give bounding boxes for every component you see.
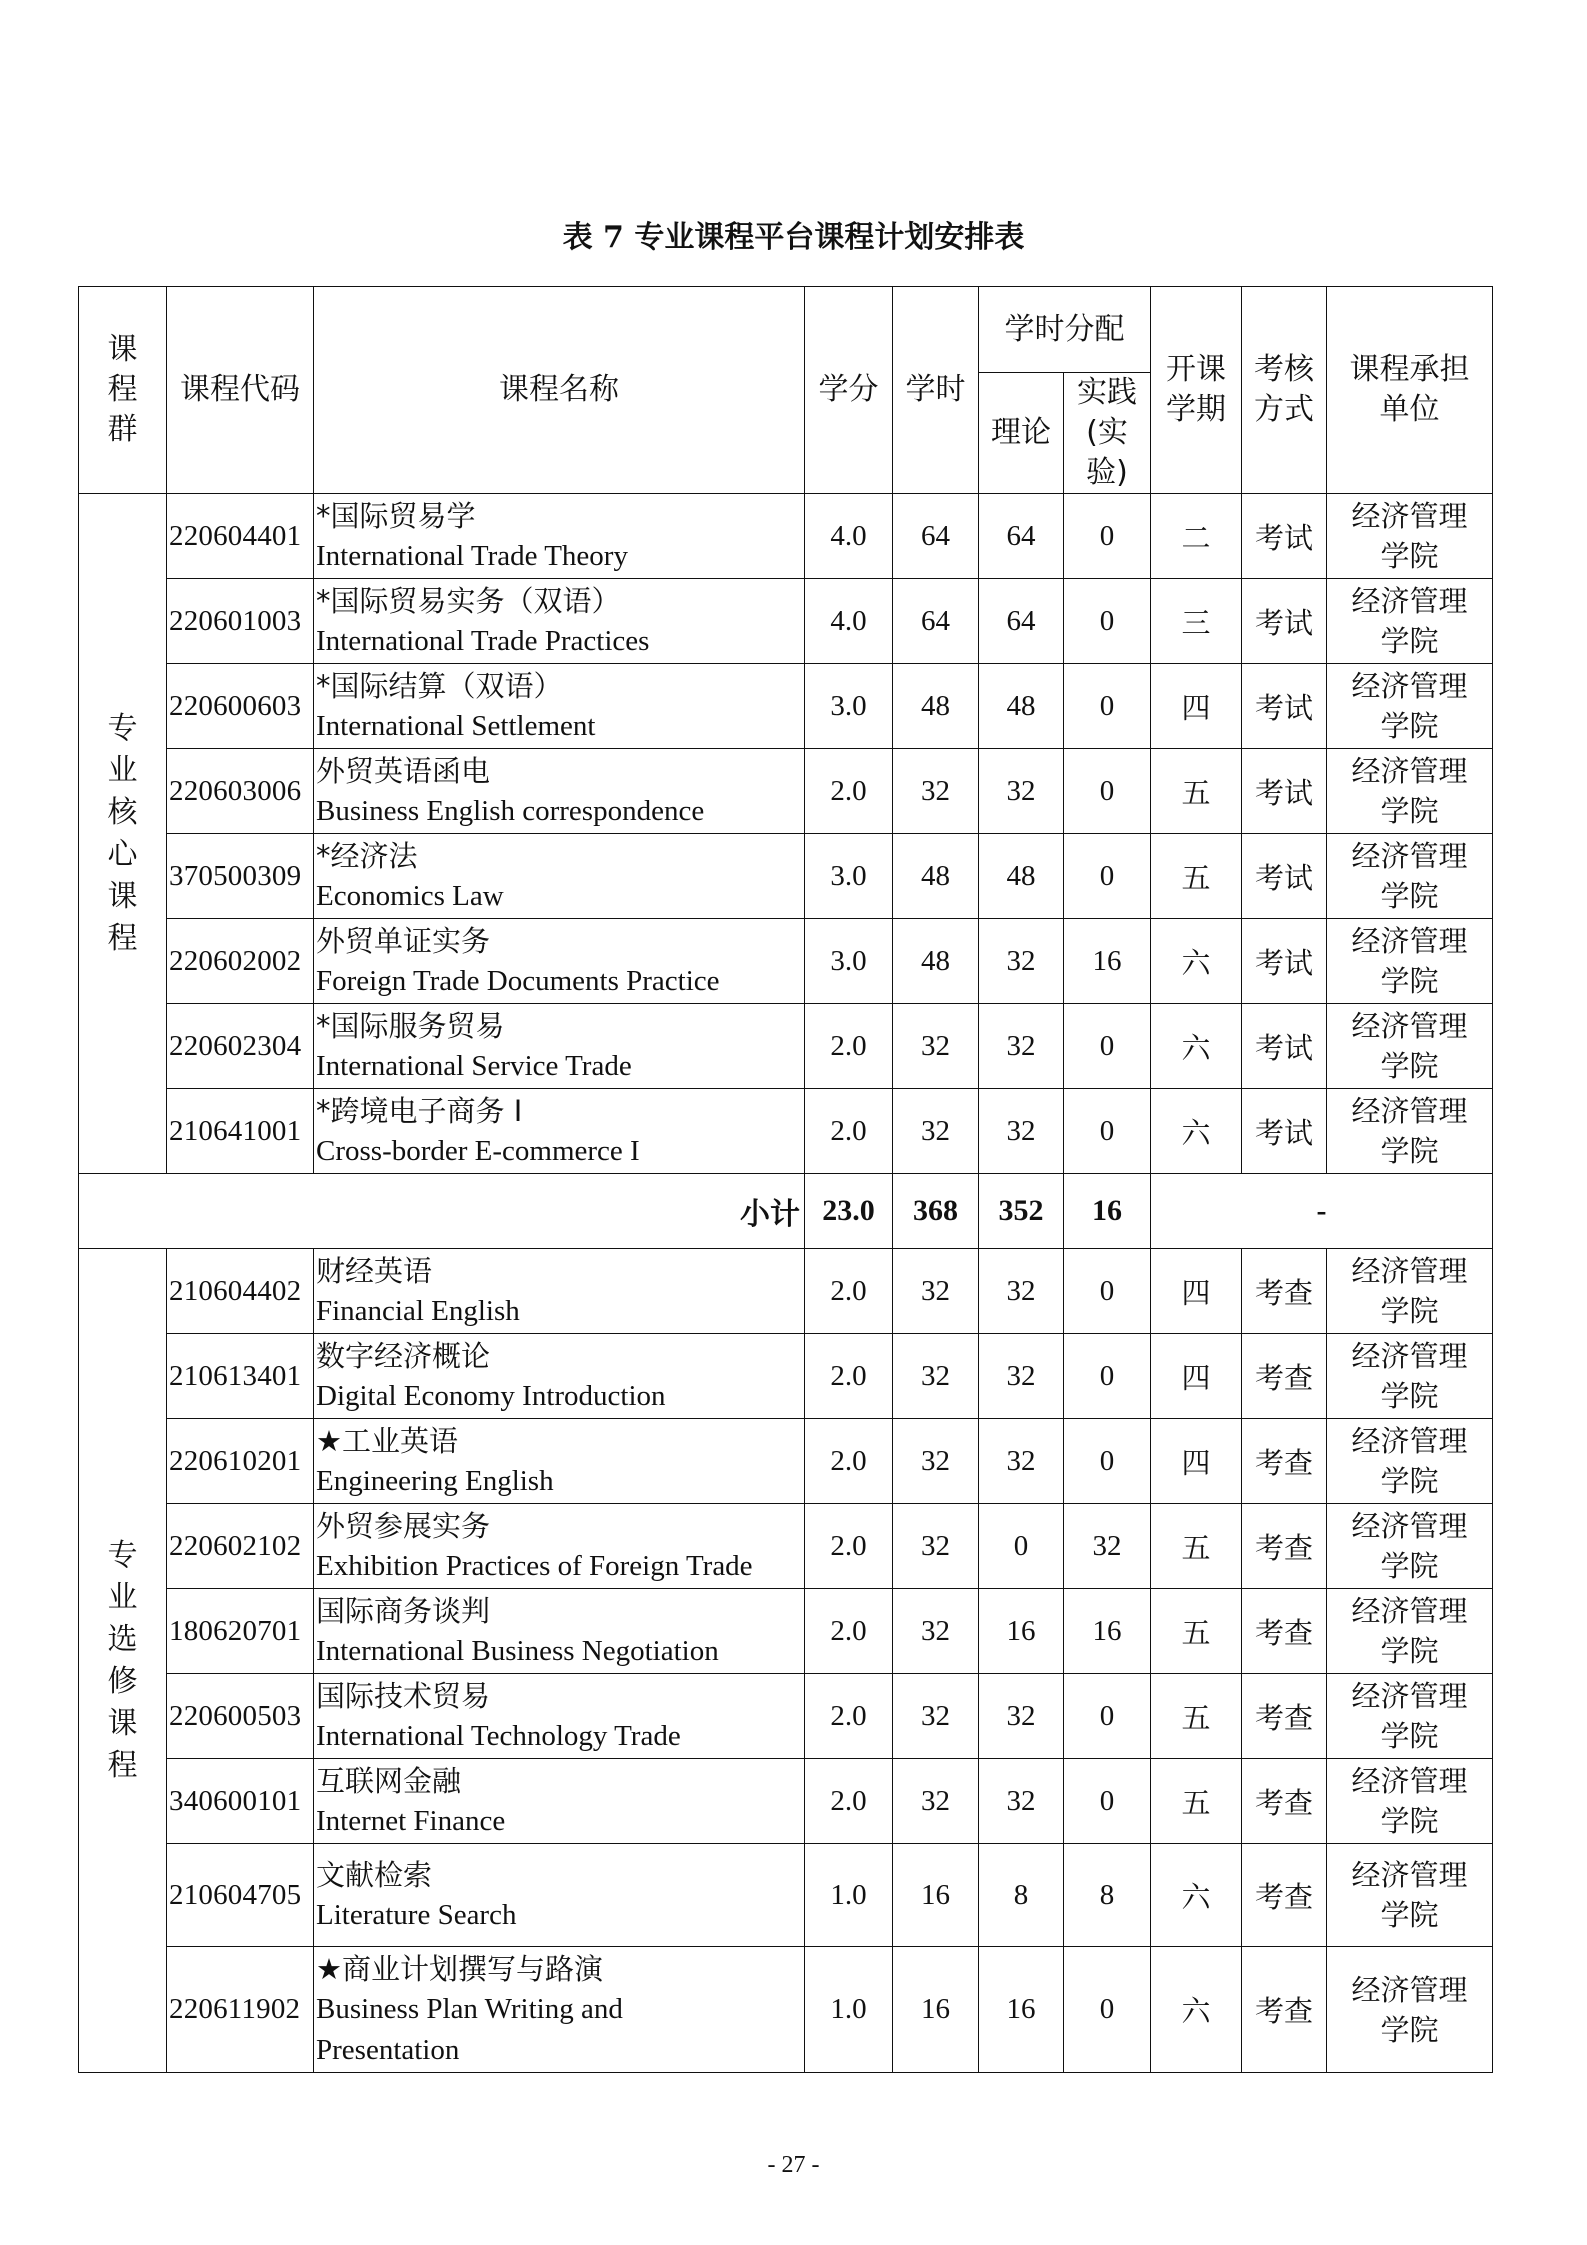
- course-code: 220602002: [167, 919, 314, 1004]
- course-name-en: International Service Trade: [316, 1050, 632, 1082]
- course-name-en: Cross-border E-commerce I: [316, 1135, 640, 1167]
- course-unit: 经济管理学院: [1327, 664, 1493, 749]
- table-row: [79, 1589, 1493, 1674]
- course-name: [314, 1844, 805, 1947]
- course-unit: 经济管理学院: [1327, 1674, 1493, 1759]
- course-hours: 32: [893, 1589, 979, 1674]
- elective-course-group: [79, 1249, 1493, 2073]
- course-name-en: Digital Economy Introduction: [316, 1380, 666, 1412]
- course-name-en: Economics Law: [316, 880, 504, 912]
- course-unit: 经济管理学院: [1327, 1249, 1493, 1334]
- table-row: [79, 749, 1493, 834]
- table-row: [79, 1334, 1493, 1419]
- course-unit: 经济管理学院: [1327, 834, 1493, 919]
- course-theory-hours: 32: [979, 1249, 1064, 1334]
- course-semester: 五: [1151, 1759, 1242, 1844]
- header-hours: 学时: [893, 287, 979, 494]
- course-name: [314, 579, 805, 664]
- table-row: [79, 1089, 1493, 1174]
- course-exam-method: 考试: [1242, 579, 1327, 664]
- table-row: [79, 919, 1493, 1004]
- course-credit: 2.0: [805, 1674, 893, 1759]
- course-credit: 2.0: [805, 749, 893, 834]
- course-semester: 四: [1151, 1334, 1242, 1419]
- course-hours: 64: [893, 579, 979, 664]
- course-exam-method: 考查: [1242, 1674, 1327, 1759]
- course-hours: 64: [893, 494, 979, 579]
- course-name-en: Foreign Trade Documents Practice: [316, 965, 720, 997]
- course-group-label: 专业选修课程: [79, 1249, 167, 2073]
- course-code: 210613401: [167, 1334, 314, 1419]
- course-semester: 六: [1151, 1004, 1242, 1089]
- course-name-en: Engineering English: [316, 1465, 554, 1497]
- course-unit: 经济管理学院: [1327, 919, 1493, 1004]
- course-name-cn: 外贸参展实务: [316, 1509, 491, 1543]
- course-code: 340600101: [167, 1759, 314, 1844]
- course-credit: 3.0: [805, 664, 893, 749]
- course-semester: 三: [1151, 579, 1242, 664]
- course-exam-method: 考查: [1242, 1419, 1327, 1504]
- course-hours: 48: [893, 919, 979, 1004]
- course-code: 370500309: [167, 834, 314, 919]
- course-exam-method: 考查: [1242, 1249, 1327, 1334]
- header-credit: 学分: [805, 287, 893, 494]
- course-hours: 32: [893, 1674, 979, 1759]
- course-practice-hours: 0: [1064, 579, 1151, 664]
- course-name-cn: 外贸单证实务: [316, 924, 491, 958]
- course-hours: 32: [893, 1759, 979, 1844]
- course-code: 220603006: [167, 749, 314, 834]
- header-practice: 实践(实验): [1064, 373, 1151, 494]
- course-theory-hours: 32: [979, 1089, 1064, 1174]
- course-name: [314, 749, 805, 834]
- course-practice-hours: 0: [1064, 664, 1151, 749]
- course-semester: 四: [1151, 1419, 1242, 1504]
- course-name: [314, 1249, 805, 1334]
- course-code: 220602102: [167, 1504, 314, 1589]
- course-practice-hours: 32: [1064, 1504, 1151, 1589]
- table-row: [79, 1947, 1493, 2073]
- table-row: [79, 1249, 1493, 1334]
- course-name-en: International Technology Trade: [316, 1720, 681, 1752]
- course-credit: 2.0: [805, 1504, 893, 1589]
- core-course-group: [79, 494, 1493, 1174]
- course-plan-table: [78, 286, 1493, 2073]
- course-theory-hours: 32: [979, 1419, 1064, 1504]
- course-credit: 4.0: [805, 494, 893, 579]
- course-name: [314, 1589, 805, 1674]
- course-name-en: International Business Negotiation: [316, 1635, 719, 1667]
- course-name-cn: 财经英语: [316, 1254, 433, 1288]
- course-exam-method: 考试: [1242, 494, 1327, 579]
- subtotal-practice: 16: [1064, 1174, 1151, 1249]
- course-code: 220600503: [167, 1674, 314, 1759]
- course-name-en: International Trade Theory: [316, 540, 628, 572]
- table-row: [79, 494, 1493, 579]
- course-theory-hours: 48: [979, 834, 1064, 919]
- course-name-cn: 外贸英语函电: [316, 754, 491, 788]
- course-hours: 16: [893, 1947, 979, 2073]
- course-exam-method: 考试: [1242, 919, 1327, 1004]
- course-semester: 五: [1151, 1504, 1242, 1589]
- subtotal-hours: 368: [893, 1174, 979, 1249]
- course-hours: 32: [893, 1249, 979, 1334]
- course-name-en-line2: Presentation: [316, 2033, 460, 2066]
- course-theory-hours: 32: [979, 1759, 1064, 1844]
- course-theory-hours: 64: [979, 579, 1064, 664]
- course-exam-method: 考试: [1242, 1004, 1327, 1089]
- header-exam: 考核方式: [1242, 287, 1327, 494]
- course-theory-hours: 32: [979, 1004, 1064, 1089]
- course-theory-hours: 0: [979, 1504, 1064, 1589]
- course-name: [314, 1334, 805, 1419]
- course-name: [314, 1419, 805, 1504]
- header-semester: 开课学期: [1151, 287, 1242, 494]
- course-semester: 六: [1151, 919, 1242, 1004]
- course-name-cn: *国际贸易实务（双语）: [316, 584, 621, 618]
- table-row: [79, 1004, 1493, 1089]
- course-unit: 经济管理学院: [1327, 494, 1493, 579]
- course-code: 220604401: [167, 494, 314, 579]
- course-practice-hours: 0: [1064, 1089, 1151, 1174]
- course-practice-hours: 0: [1064, 494, 1151, 579]
- course-exam-method: 考试: [1242, 749, 1327, 834]
- course-semester: 二: [1151, 494, 1242, 579]
- course-name-cn: 国际商务谈判: [316, 1594, 491, 1628]
- course-theory-hours: 16: [979, 1589, 1064, 1674]
- course-name-cn: *国际结算（双语）: [316, 669, 563, 703]
- course-theory-hours: 32: [979, 1334, 1064, 1419]
- course-credit: 1.0: [805, 1844, 893, 1947]
- course-theory-hours: 32: [979, 919, 1064, 1004]
- table-row: [79, 1844, 1493, 1947]
- course-unit: 经济管理学院: [1327, 1844, 1493, 1947]
- course-hours: 16: [893, 1844, 979, 1947]
- course-credit: 3.0: [805, 834, 893, 919]
- course-theory-hours: 16: [979, 1947, 1064, 2073]
- course-credit: 2.0: [805, 1334, 893, 1419]
- subtotal-section: [79, 1174, 1493, 1249]
- course-practice-hours: 16: [1064, 1589, 1151, 1674]
- course-name: [314, 664, 805, 749]
- course-credit: 2.0: [805, 1249, 893, 1334]
- course-exam-method: 考查: [1242, 1589, 1327, 1674]
- course-name: [314, 1759, 805, 1844]
- course-code: 210604402: [167, 1249, 314, 1334]
- course-name: [314, 1089, 805, 1174]
- course-name-en: Literature Search: [316, 1899, 517, 1931]
- course-exam-method: 考查: [1242, 1504, 1327, 1589]
- course-exam-method: 考查: [1242, 1844, 1327, 1947]
- course-name-en: Exhibition Practices of Foreign Trade: [316, 1550, 753, 1582]
- course-name-cn: *国际服务贸易: [316, 1009, 505, 1043]
- course-semester: 四: [1151, 1249, 1242, 1334]
- table-row: [79, 579, 1493, 664]
- course-code: 220601003: [167, 579, 314, 664]
- course-unit: 经济管理学院: [1327, 579, 1493, 664]
- course-practice-hours: 0: [1064, 1674, 1151, 1759]
- course-code: 220610201: [167, 1419, 314, 1504]
- subtotal-label: 小计: [79, 1174, 805, 1249]
- course-name-cn: *经济法: [316, 839, 418, 873]
- course-practice-hours: 0: [1064, 749, 1151, 834]
- course-credit: 2.0: [805, 1759, 893, 1844]
- course-credit: 2.0: [805, 1004, 893, 1089]
- course-practice-hours: 0: [1064, 1249, 1151, 1334]
- course-group-label: 专业核心课程: [79, 494, 167, 1174]
- header-theory: 理论: [979, 373, 1064, 494]
- course-credit: 1.0: [805, 1947, 893, 2073]
- course-semester: 四: [1151, 664, 1242, 749]
- course-name-cn: 国际技术贸易: [316, 1679, 491, 1713]
- course-semester: 六: [1151, 1089, 1242, 1174]
- course-unit: 经济管理学院: [1327, 1759, 1493, 1844]
- course-credit: 3.0: [805, 919, 893, 1004]
- page-number: - 27 -: [767, 2152, 820, 2178]
- course-name-en: International Settlement: [316, 710, 596, 742]
- course-code: 220611902: [167, 1947, 314, 2073]
- course-exam-method: 考试: [1242, 664, 1327, 749]
- course-name: [314, 1947, 805, 2073]
- course-semester: 六: [1151, 1947, 1242, 2073]
- course-exam-method: 考查: [1242, 1334, 1327, 1419]
- course-semester: 六: [1151, 1844, 1242, 1947]
- course-unit: 经济管理学院: [1327, 749, 1493, 834]
- course-semester: 五: [1151, 749, 1242, 834]
- course-unit: 经济管理学院: [1327, 1419, 1493, 1504]
- course-code: 210604705: [167, 1844, 314, 1947]
- course-name: [314, 1004, 805, 1089]
- course-semester: 五: [1151, 834, 1242, 919]
- course-name: [314, 919, 805, 1004]
- table-row: [79, 1419, 1493, 1504]
- course-unit: 经济管理学院: [1327, 1589, 1493, 1674]
- course-name-en: Financial English: [316, 1295, 520, 1327]
- course-practice-hours: 8: [1064, 1844, 1151, 1947]
- table-row: [79, 1759, 1493, 1844]
- course-name-cn: *国际贸易学: [316, 499, 476, 533]
- course-hours: 48: [893, 664, 979, 749]
- course-practice-hours: 16: [1064, 919, 1151, 1004]
- course-name-cn: 文献检索: [316, 1858, 433, 1892]
- course-code: 180620701: [167, 1589, 314, 1674]
- course-practice-hours: 0: [1064, 1334, 1151, 1419]
- course-name-en: International Trade Practices: [316, 625, 650, 657]
- course-name-cn: 互联网金融: [316, 1764, 462, 1798]
- header-code: 课程代码: [167, 287, 314, 494]
- course-name-en: Internet Finance: [316, 1805, 506, 1837]
- table-row: [79, 834, 1493, 919]
- course-credit: 2.0: [805, 1089, 893, 1174]
- course-exam-method: 考查: [1242, 1947, 1327, 2073]
- table-row: [79, 1504, 1493, 1589]
- course-code: 210641001: [167, 1089, 314, 1174]
- course-hours: 32: [893, 1089, 979, 1174]
- course-hours: 48: [893, 834, 979, 919]
- course-code: 220600603: [167, 664, 314, 749]
- subtotal-rest: -: [1151, 1174, 1493, 1249]
- table-title: 表 7 专业课程平台课程计划安排表: [562, 220, 1025, 255]
- course-hours: 32: [893, 1504, 979, 1589]
- course-semester: 五: [1151, 1674, 1242, 1759]
- course-name: [314, 1674, 805, 1759]
- header-name: 课程名称: [314, 287, 805, 494]
- course-practice-hours: 0: [1064, 1947, 1151, 2073]
- course-credit: 4.0: [805, 579, 893, 664]
- course-code: 220602304: [167, 1004, 314, 1089]
- course-name: [314, 834, 805, 919]
- subtotal-theory: 352: [979, 1174, 1064, 1249]
- course-theory-hours: 8: [979, 1844, 1064, 1947]
- course-exam-method: 考查: [1242, 1759, 1327, 1844]
- subtotal-credit: 23.0: [805, 1174, 893, 1249]
- subtotal-row: [79, 1174, 1493, 1249]
- course-name-cn: ★商业计划撰写与路演: [316, 1951, 603, 1986]
- course-theory-hours: 32: [979, 749, 1064, 834]
- header-unit: 课程承担单位: [1327, 287, 1493, 494]
- course-unit: 经济管理学院: [1327, 1334, 1493, 1419]
- course-practice-hours: 0: [1064, 1004, 1151, 1089]
- course-credit: 2.0: [805, 1419, 893, 1504]
- course-unit: 经济管理学院: [1327, 1947, 1493, 2073]
- course-name-en: Business Plan Writing and: [316, 1992, 623, 2025]
- course-name: [314, 1504, 805, 1589]
- course-hours: 32: [893, 749, 979, 834]
- course-exam-method: 考试: [1242, 834, 1327, 919]
- course-unit: 经济管理学院: [1327, 1089, 1493, 1174]
- course-semester: 五: [1151, 1589, 1242, 1674]
- course-hours: 32: [893, 1334, 979, 1419]
- course-name-cn: 数字经济概论: [316, 1339, 491, 1373]
- course-name-en: Business English correspondence: [316, 795, 705, 827]
- course-practice-hours: 0: [1064, 834, 1151, 919]
- course-name-cn: *跨境电子商务 I: [316, 1094, 523, 1128]
- header-group: 课程群: [79, 287, 167, 494]
- course-unit: 经济管理学院: [1327, 1004, 1493, 1089]
- course-practice-hours: 0: [1064, 1759, 1151, 1844]
- course-name: [314, 494, 805, 579]
- course-name-cn: ★工业英语: [316, 1424, 458, 1458]
- course-theory-hours: 64: [979, 494, 1064, 579]
- table-row: [79, 664, 1493, 749]
- header-hour-distribution: 学时分配: [979, 287, 1151, 373]
- course-credit: 2.0: [805, 1589, 893, 1674]
- course-unit: 经济管理学院: [1327, 1504, 1493, 1589]
- course-exam-method: 考试: [1242, 1089, 1327, 1174]
- course-hours: 32: [893, 1419, 979, 1504]
- course-hours: 32: [893, 1004, 979, 1089]
- table-row: [79, 1674, 1493, 1759]
- course-theory-hours: 32: [979, 1674, 1064, 1759]
- course-practice-hours: 0: [1064, 1419, 1151, 1504]
- course-theory-hours: 48: [979, 664, 1064, 749]
